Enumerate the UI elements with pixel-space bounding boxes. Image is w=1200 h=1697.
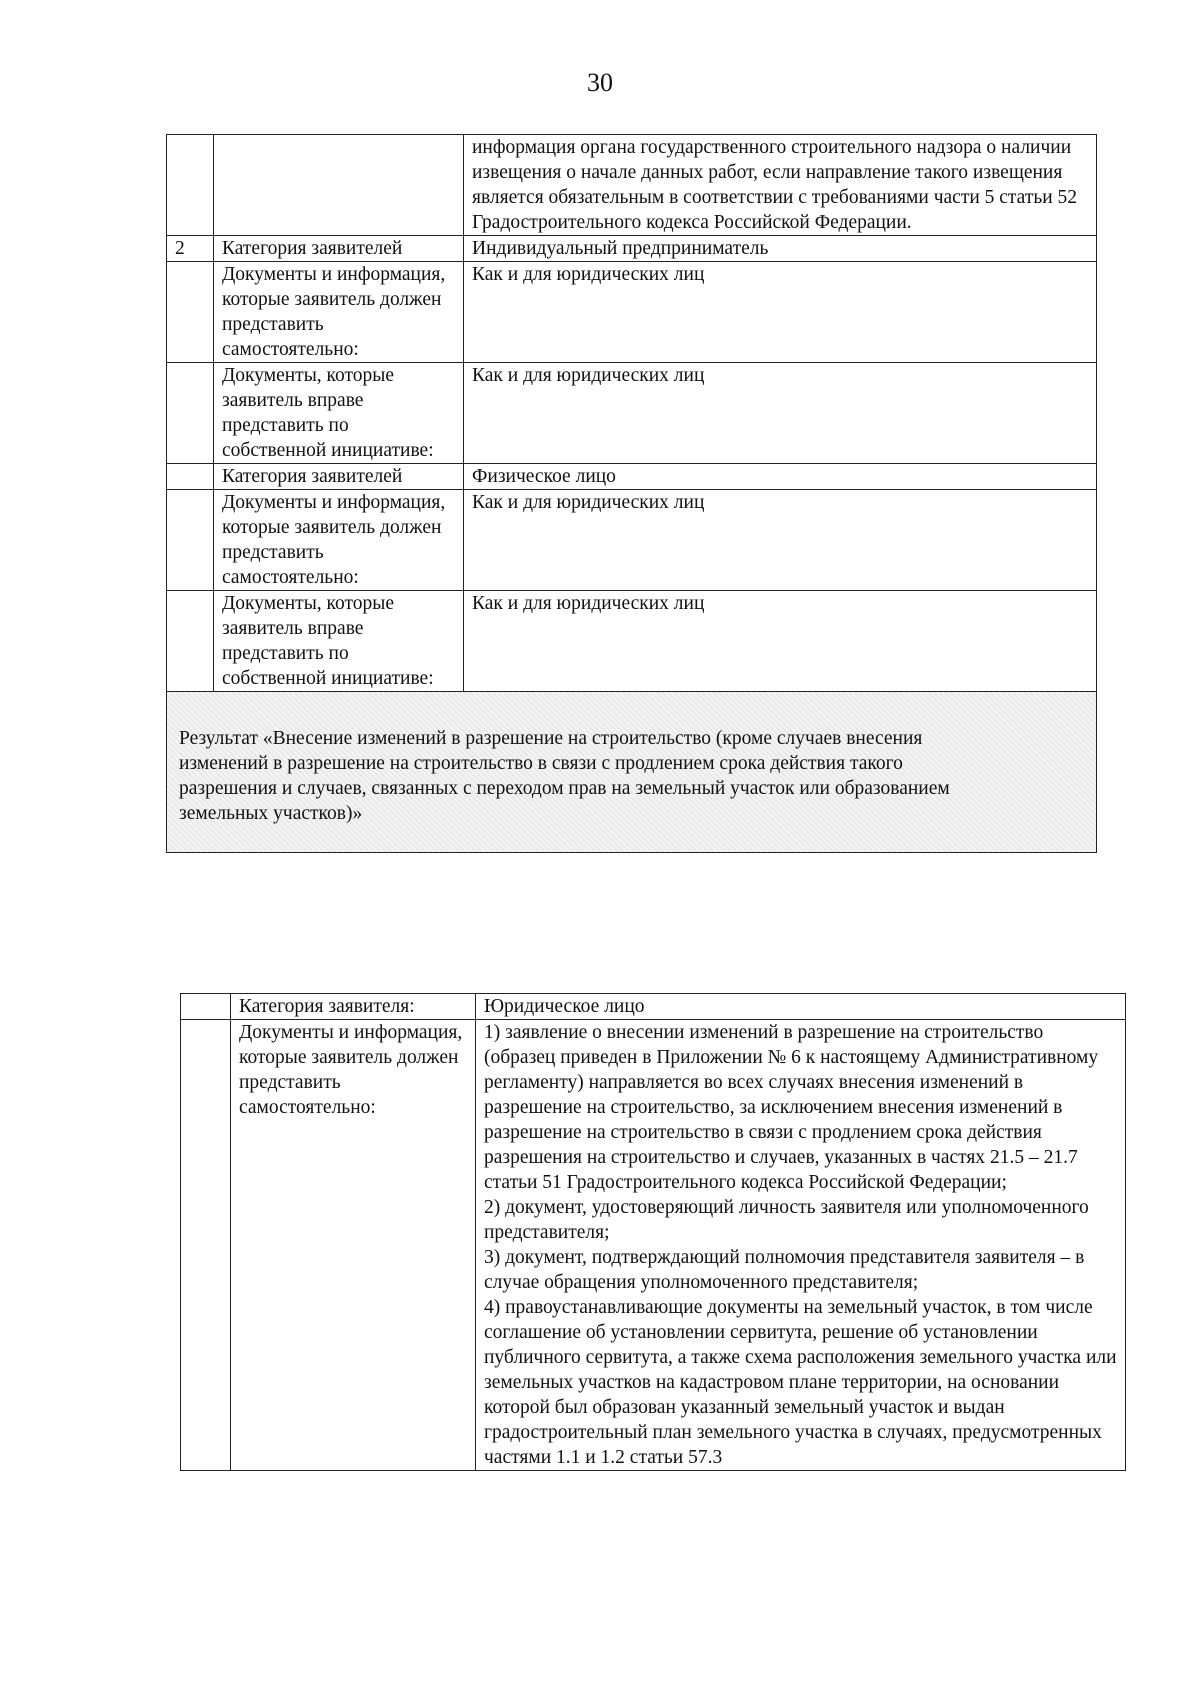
docs-required-label: Документы и информация, которые заявитель должен представить самостоятельно: xyxy=(214,262,464,363)
table-row xyxy=(167,591,1097,692)
docs-required-label: Документы и информация, которые заявитель должен представить самостоятельно: xyxy=(231,1020,476,1471)
table-row xyxy=(167,490,1097,591)
legal-entity-table xyxy=(180,993,1126,1471)
table-row xyxy=(181,994,1126,1020)
table-row xyxy=(181,1020,1126,1471)
list-item: 3) документ, подтверждающий полномочия представителя заявителя – в случае обращения уполномоченного представителя; xyxy=(484,1247,1085,1293)
category-value: Юридическое лицо xyxy=(476,994,1126,1020)
category-value: Индивидуальный предприниматель xyxy=(464,236,1097,262)
table-row xyxy=(167,363,1097,464)
list-item: 4) правоустанавливающие документы на земельный участок, в том числе соглашение об установлении сервитута, решение об установлении публичного сервитута, а также схема расположения земельного участка или земельных участков на кадастровом плане территории, на основании которой был образован указанный земельный участок и выдан градостроительный план земельного участка в случаях, предусмотренных частями 1.1 и 1.2 статьи 57.3 xyxy=(484,1297,1117,1468)
number-cell xyxy=(167,363,214,464)
number-cell xyxy=(167,591,214,692)
table-row xyxy=(167,262,1097,363)
category-label: Категория заявителей xyxy=(214,464,464,490)
docs-optional-label: Документы, которые заявитель вправе представить по собственной инициативе: xyxy=(214,591,464,692)
result-heading xyxy=(167,692,1097,853)
docs-required-value: Как и для юридических лиц xyxy=(464,490,1097,591)
docs-required-list xyxy=(476,1020,1126,1471)
docs-required-value: Как и для юридических лиц xyxy=(464,262,1097,363)
number-cell xyxy=(167,490,214,591)
table-row xyxy=(167,464,1097,490)
result-line: земельных участков)» xyxy=(179,803,363,824)
number-cell xyxy=(167,135,214,236)
result-line: разрешения и случаев, связанных с переходом прав на земельный участок или образованием xyxy=(179,778,950,799)
number-cell xyxy=(167,464,214,490)
table-row xyxy=(167,135,1097,236)
docs-optional-value: Как и для юридических лиц xyxy=(464,591,1097,692)
list-item: 1) заявление о внесении изменений в разрешение на строительство (образец приведен в Приложении № 6 к настоящему Административному регламенту) направляется во всех случаях внесения изменений в разрешение на строительство, за исключением внесения изменений в разрешение на строительство в связи с продлением срока действия разрешения на строительство и случаев, указанных в частях 21.5 – 21.7 статьи 51 Градостроительного кодекса Российской Федерации; xyxy=(484,1022,1099,1193)
row-number: 2 xyxy=(167,236,214,262)
result-row xyxy=(167,692,1097,853)
label-cell xyxy=(214,135,464,236)
number-cell xyxy=(181,1020,231,1471)
result-line: изменений в разрешение на строительство в связи с продлением срока действия такого xyxy=(179,753,903,774)
category-label: Категория заявителя: xyxy=(231,994,476,1020)
category-label: Категория заявителей xyxy=(214,236,464,262)
continuation-text: информация органа государственного строительного надзора о наличии извещения о начале данных работ, если направление такого извещения является обязательным в соответствии с требованиями части 5 статьи 52 Градостроительного кодекса Российской Федерации. xyxy=(464,135,1097,236)
applicants-table xyxy=(166,134,1097,853)
page-number: 30 xyxy=(587,68,613,97)
docs-optional-value: Как и для юридических лиц xyxy=(464,363,1097,464)
number-cell xyxy=(181,994,231,1020)
category-value: Физическое лицо xyxy=(464,464,1097,490)
table-row xyxy=(167,236,1097,262)
result-line: Результат «Внесение изменений в разрешение на строительство (кроме случаев внесения xyxy=(179,728,923,749)
number-cell xyxy=(167,262,214,363)
docs-optional-label: Документы, которые заявитель вправе представить по собственной инициативе: xyxy=(214,363,464,464)
list-item: 2) документ, удостоверяющий личность заявителя или уполномоченного представителя; xyxy=(484,1197,1089,1243)
docs-required-label: Документы и информация, которые заявитель должен представить самостоятельно: xyxy=(214,490,464,591)
